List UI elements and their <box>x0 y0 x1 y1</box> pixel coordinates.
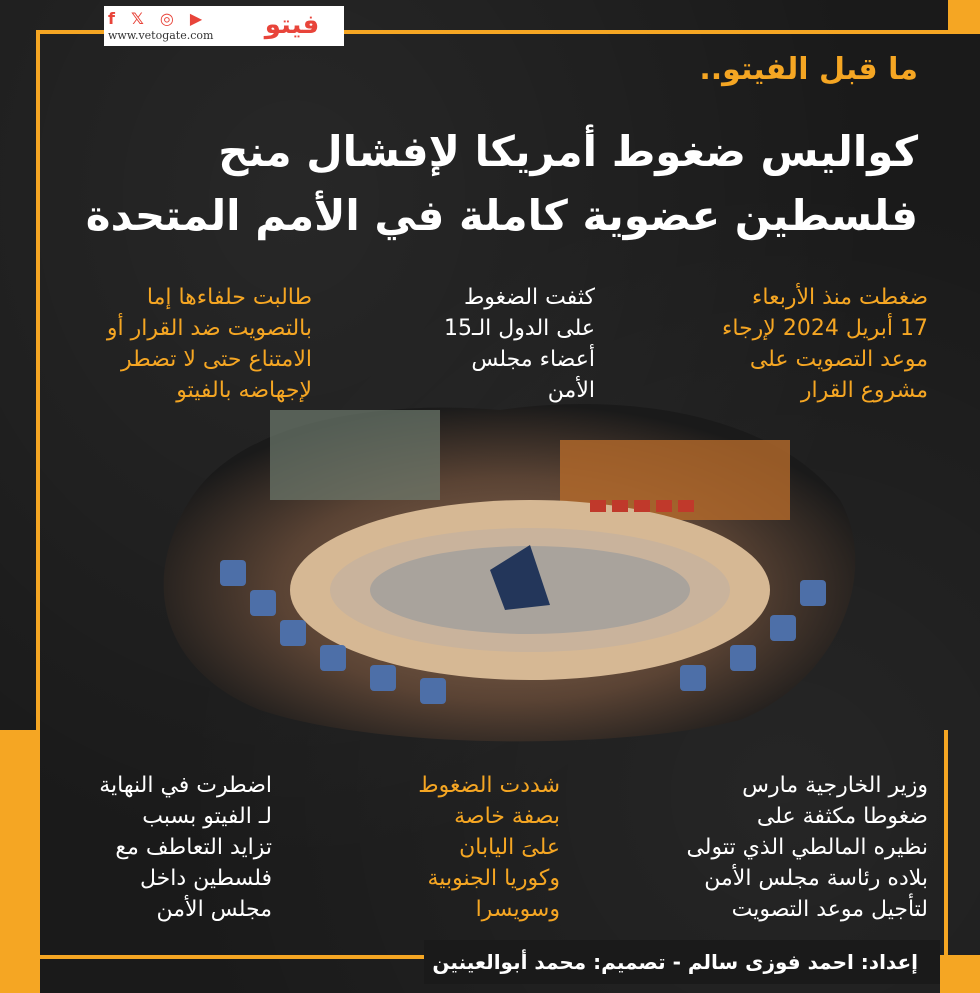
point-top-right: ضغطت منذ الأربعاء 17 أبريل 2024 لإرجاء موعد التصويت على مشروع القرار <box>722 285 928 403</box>
headline-line-1: كواليس ضغوط أمريكا لإفشال منح <box>218 127 918 176</box>
frame-corner-top-right <box>948 0 980 34</box>
headline-line-2: فلسطين عضوية كاملة في الأمم المتحدة <box>85 191 918 240</box>
credits: إعداد: احمد فوزى سالم - تصميم: محمد أبوالعينين <box>432 950 918 974</box>
frame-right-line <box>944 730 948 959</box>
youtube-icon[interactable]: ▶ <box>189 9 203 28</box>
security-council-photo <box>120 380 880 750</box>
frame-corner-bottom-left <box>0 730 40 993</box>
instagram-icon[interactable]: ◎ <box>159 9 174 28</box>
twitter-icon[interactable]: 𝕏 <box>130 9 144 28</box>
point-bottom-left: اضطرت في النهاية لـ الفيتو بسبب تزايد التعاطف مع فلسطين داخل مجلس الأمن <box>99 773 272 922</box>
brand-logo: فيتو <box>264 10 320 40</box>
point-bottom-right: وزير الخارجية مارس ضغوطا مكثفة على نظيره المالطي الذي تتولى بلاده رئاسة مجلس الأمن لتأجيل موعد التصويت <box>686 773 928 922</box>
site-url[interactable]: www.vetogate.com <box>108 29 214 42</box>
kicker: ما قبل الفيتو.. <box>699 52 918 87</box>
point-bottom-middle: شددت الضغوط بصفة خاصة علىَ اليابان وكوريا الجنوبية وسويسرا <box>418 773 560 922</box>
point-top-left: طالبت حلفاءها إما بالتصويت ضد القرار أو الامتناع حتى لا تضطر لإجهاضه بالفيتو <box>106 285 312 403</box>
facebook-icon[interactable]: f <box>108 9 115 28</box>
point-top-middle: كثفت الضغوط على الدول الـ15 أعضاء مجلس الأمن <box>444 285 595 403</box>
social-icons <box>108 10 238 28</box>
headline <box>58 120 918 248</box>
frame-corner-bottom-right <box>940 955 980 993</box>
frame-left-line <box>36 30 40 730</box>
